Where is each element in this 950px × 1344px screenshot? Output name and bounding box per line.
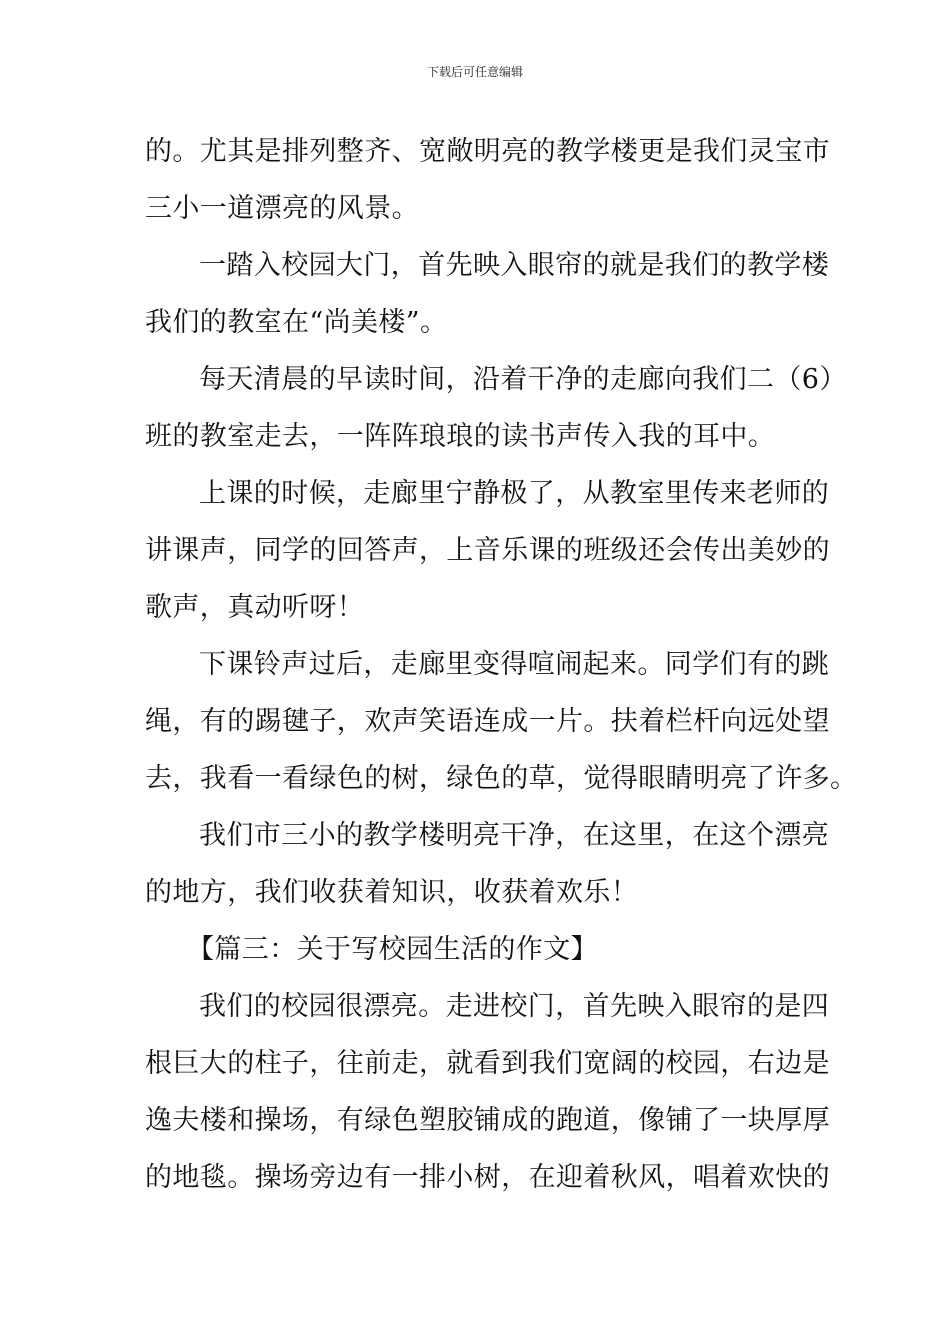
- text-line: 我们的教室在“尚美楼”。: [145, 307, 448, 338]
- text-line: 绳，有的踢毽子，欢声笑语连成一片。扶着栏杆向远处望: [145, 706, 830, 737]
- paragraph-start-line: 每天清晨的早读时间，沿着干净的走廊向我们二（6）: [199, 364, 847, 395]
- text-line: 的地方，我们收获着知识，收获着欢乐！: [145, 877, 639, 908]
- text-line: 讲课声，同学的回答声，上音乐课的班级还会传出美妙的: [145, 535, 830, 566]
- text-line: 逸夫楼和操场，有绿色塑胶铺成的跑道，像铺了一块厚厚: [145, 1105, 830, 1136]
- section-heading: 【篇三：关于写校园生活的作文】: [187, 934, 598, 965]
- paragraph-start-line: 我们的校园很漂亮。走进校门，首先映入眼帘的是四: [199, 991, 830, 1022]
- text-line: 根巨大的柱子，往前走，就看到我们宽阔的校园，右边是: [145, 1048, 830, 1079]
- text-line: 的。尤其是排列整齐、宽敞明亮的教学楼更是我们灵宝市: [145, 136, 830, 167]
- text-line: 歌声，真动听呀！: [145, 592, 365, 623]
- paragraph-start-line: 我们市三小的教学楼明亮干净，在这里，在这个漂亮: [199, 820, 830, 851]
- paragraph-start-line: 下课铃声过后，走廊里变得喧闹起来。同学们有的跳: [199, 649, 830, 680]
- text-line: 班的教室走去，一阵阵琅琅的读书声传入我的耳中。: [145, 421, 776, 452]
- paragraph-start-line: 一踏入校园大门，首先映入眼帘的就是我们的教学楼: [199, 250, 830, 281]
- paragraph-start-line: 上课的时候，走廊里宁静极了，从教室里传来老师的: [199, 478, 830, 509]
- page-header-note: 下载后可任意编辑: [426, 65, 523, 79]
- text-line: 去，我看一看绿色的树，绿色的草，觉得眼睛明亮了许多。: [145, 763, 858, 794]
- text-line: 的地毯。操场旁边有一排小树，在迎着秋风，唱着欢快的: [145, 1162, 830, 1193]
- text-line: 三小一道漂亮的风景。: [145, 193, 419, 224]
